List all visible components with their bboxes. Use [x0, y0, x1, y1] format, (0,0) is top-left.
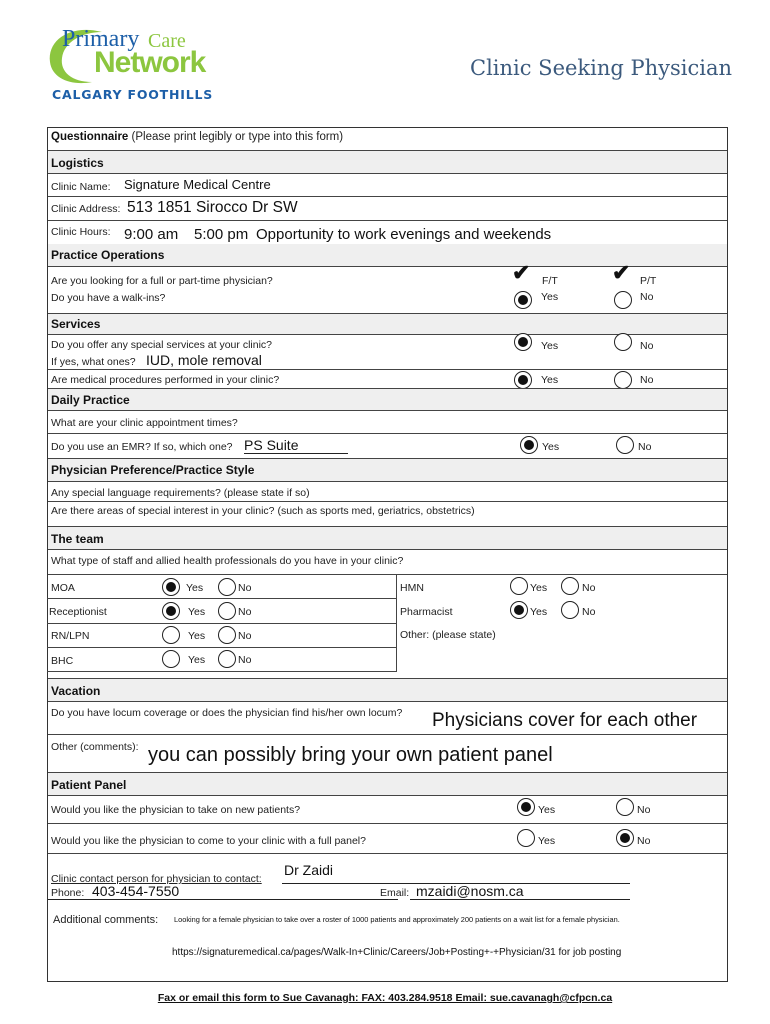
preference-heading: Physician Preference/Practice Style [51, 463, 255, 477]
divider [47, 623, 397, 624]
ft-label: F/T [542, 275, 558, 287]
emr-no-label: No [638, 441, 652, 453]
q-full-part-time: Are you looking for a full or part-time physician? [51, 275, 273, 287]
which-services-field[interactable]: IUD, mole removal [146, 352, 262, 368]
rnlpn-yes-radio[interactable] [162, 626, 180, 644]
emr-no-radio[interactable] [616, 436, 634, 454]
bhc-no-label: No [238, 654, 252, 666]
phone-underline [48, 899, 398, 900]
q-special-services: Do you offer any special services at your clinic? [51, 339, 272, 351]
other-comments-label: Other (comments): [51, 741, 139, 753]
q-which-services-label: If yes, what ones? [51, 356, 136, 368]
receptionist-no-radio[interactable] [218, 602, 236, 620]
ft-checkmark-icon[interactable]: ✔ [512, 260, 531, 285]
q-walkins: Do you have a walk-ins? [51, 292, 166, 304]
footer-instructions: Fax or email this form to Sue Cavanagh: FAX: 403.284.9518 Email: sue.cavanagh@cfpcn.ca [157, 992, 613, 1004]
divider [48, 220, 727, 221]
pharmacist-yes-radio[interactable] [510, 601, 528, 619]
logo [38, 20, 218, 110]
questionnaire-header [51, 131, 343, 143]
logo-primary: Primary [62, 26, 140, 52]
additional-comments-field[interactable]: Looking for a female physician to take over a roster of 1000 patients and approximately 200 patients on a wait list for a female physician. [174, 915, 620, 924]
moa-no-label: No [238, 582, 252, 594]
patient-panel-band [48, 773, 727, 795]
pharmacist-no-radio[interactable] [561, 601, 579, 619]
clinic-name-field[interactable]: Signature Medical Centre [124, 177, 271, 192]
bhc-yes-radio[interactable] [162, 650, 180, 668]
q-locum: Do you have locum coverage or does the physician find his/her own locum? [51, 707, 403, 719]
contact-person-label: Clinic contact person for physician to contact: [51, 873, 262, 885]
receptionist-label: Receptionist [49, 606, 107, 618]
divider [48, 481, 727, 482]
walkins-no-radio[interactable] [614, 291, 632, 309]
procedures-no-label: No [640, 374, 654, 386]
phone-field[interactable]: 403-454-7550 [92, 883, 180, 899]
page-title: Clinic Seeking Physician [470, 56, 733, 80]
patient-panel-heading: Patient Panel [51, 778, 127, 792]
new-patients-yes-label: Yes [538, 804, 556, 816]
q-new-patients: Would you like the physician to take on new patients? [51, 804, 301, 816]
hmn-label: HMN [400, 582, 424, 594]
additional-comments-label: Additional comments: [53, 914, 159, 926]
phone-label: Phone: [51, 887, 85, 899]
pharmacist-yes-label: Yes [530, 606, 548, 618]
q-appointment-times: What are your clinic appointment times? [51, 417, 238, 429]
job-posting-url[interactable]: https://signaturemedical.ca/pages/Walk-In+Clinic/Careers/Job+Posting+-+Physician/31 for job posting [172, 947, 622, 958]
services-band [48, 314, 727, 334]
bhc-no-radio[interactable] [218, 650, 236, 668]
hmn-yes-radio[interactable] [510, 577, 528, 595]
hours-end-field[interactable]: 5:00 pm [194, 226, 249, 243]
emr-yes-radio[interactable] [520, 436, 538, 454]
divider [48, 196, 727, 197]
rnlpn-no-label: No [238, 630, 252, 642]
team-band [48, 527, 727, 549]
divider [48, 173, 727, 174]
procedures-yes-radio[interactable] [514, 371, 532, 389]
clinic-hours-label: Clinic Hours: [51, 226, 111, 238]
logo-network: Network [94, 46, 206, 79]
walkins-yes-radio[interactable] [514, 291, 532, 309]
q-emr: Do you use an EMR? If so, which one? [51, 441, 233, 453]
q-special-interest: Are there areas of special interest in your clinic? (such as sports med, geriatrics, obstetrics) [51, 505, 475, 517]
full-panel-no-radio[interactable] [616, 829, 634, 847]
hmn-no-radio[interactable] [561, 577, 579, 595]
logistics-heading: Logistics [51, 156, 104, 170]
other-staff-label: Other: (please state) [400, 629, 496, 641]
divider [48, 734, 727, 735]
divider [48, 701, 727, 702]
email-field[interactable]: mzaidi@nosm.ca [416, 883, 524, 899]
questionnaire-note: (Please print legibly or type into this form) [131, 131, 344, 143]
special-no-label: No [640, 340, 654, 352]
pt-checkmark-icon[interactable]: ✔ [612, 260, 631, 285]
q-full-panel: Would you like the physician to come to your clinic with a full panel? [51, 835, 366, 847]
moa-yes-label: Yes [186, 582, 204, 594]
clinic-address-label: Clinic Address: [51, 203, 121, 215]
q-procedures: Are medical procedures performed in your clinic? [51, 374, 280, 386]
hours-note-field[interactable]: Opportunity to work evenings and weekends [256, 226, 552, 243]
full-panel-no-label: No [637, 835, 651, 847]
bhc-label: BHC [51, 655, 74, 667]
divider [48, 369, 727, 370]
full-panel-yes-label: Yes [538, 835, 556, 847]
walkins-no-label: No [640, 291, 654, 303]
walkins-yes-label: Yes [541, 291, 559, 303]
clinic-name-label: Clinic Name: [51, 181, 111, 193]
special-yes-label: Yes [541, 340, 559, 352]
vacation-band [48, 679, 727, 701]
email-underline [410, 899, 630, 900]
pt-label: P/T [640, 275, 657, 287]
hours-start-field[interactable]: 9:00 am [124, 226, 179, 243]
pharmacist-label: Pharmacist [400, 606, 453, 618]
new-patients-no-radio[interactable] [616, 798, 634, 816]
receptionist-yes-radio[interactable] [162, 602, 180, 620]
hmn-yes-label: Yes [530, 582, 548, 594]
other-comments-field[interactable]: you can possibly bring your own patient panel [148, 744, 553, 766]
emr-yes-label: Yes [542, 441, 560, 453]
divider [48, 410, 727, 411]
team-heading: The team [51, 532, 104, 546]
rnlpn-no-radio[interactable] [218, 626, 236, 644]
receptionist-no-label: No [238, 606, 252, 618]
daily-practice-heading: Daily Practice [51, 393, 130, 407]
practice-operations-heading: Practice Operations [51, 248, 165, 262]
divider [48, 549, 727, 550]
logistics-band [48, 151, 727, 173]
divider [48, 433, 727, 434]
new-patients-no-label: No [637, 804, 651, 816]
services-heading: Services [51, 317, 101, 331]
contact-person-field[interactable]: Dr Zaidi [284, 862, 334, 878]
divider [48, 501, 727, 502]
divider [47, 598, 397, 599]
moa-yes-radio[interactable] [162, 578, 180, 596]
rnlpn-yes-label: Yes [188, 630, 206, 642]
moa-label: MOA [51, 582, 75, 594]
procedures-yes-label: Yes [541, 374, 559, 386]
receptionist-yes-label: Yes [188, 606, 206, 618]
daily-practice-band [48, 389, 727, 410]
questionnaire-label: Questionnaire [51, 131, 129, 143]
full-panel-yes-radio[interactable] [517, 829, 535, 847]
divider [48, 795, 727, 796]
logo-care: Care [148, 30, 186, 52]
hmn-no-label: No [582, 582, 596, 594]
pharmacist-no-label: No [582, 606, 596, 618]
procedures-no-radio[interactable] [614, 371, 632, 389]
rnlpn-label: RN/LPN [51, 630, 90, 642]
divider [47, 647, 397, 648]
clinic-address-field[interactable]: 513 1851 Sirocco Dr SW [127, 199, 298, 216]
q-staff: What type of staff and allied health professionals do you have in your clinic? [51, 555, 404, 567]
divider [48, 823, 727, 824]
email-label: Email: [380, 887, 410, 899]
divider [48, 853, 727, 854]
vacation-heading: Vacation [51, 684, 101, 698]
q-language: Any special language requirements? (please state if so) [51, 487, 310, 499]
new-patients-yes-radio[interactable] [517, 798, 535, 816]
special-no-radio[interactable] [614, 333, 632, 351]
logo-region: CALGARY FOOTHILLS [52, 87, 214, 102]
locum-answer-field[interactable]: Physicians cover for each other [432, 710, 698, 731]
bhc-yes-label: Yes [188, 654, 206, 666]
emr-field[interactable]: PS Suite [244, 437, 348, 454]
moa-no-radio[interactable] [218, 578, 236, 596]
special-yes-radio[interactable] [514, 333, 532, 351]
